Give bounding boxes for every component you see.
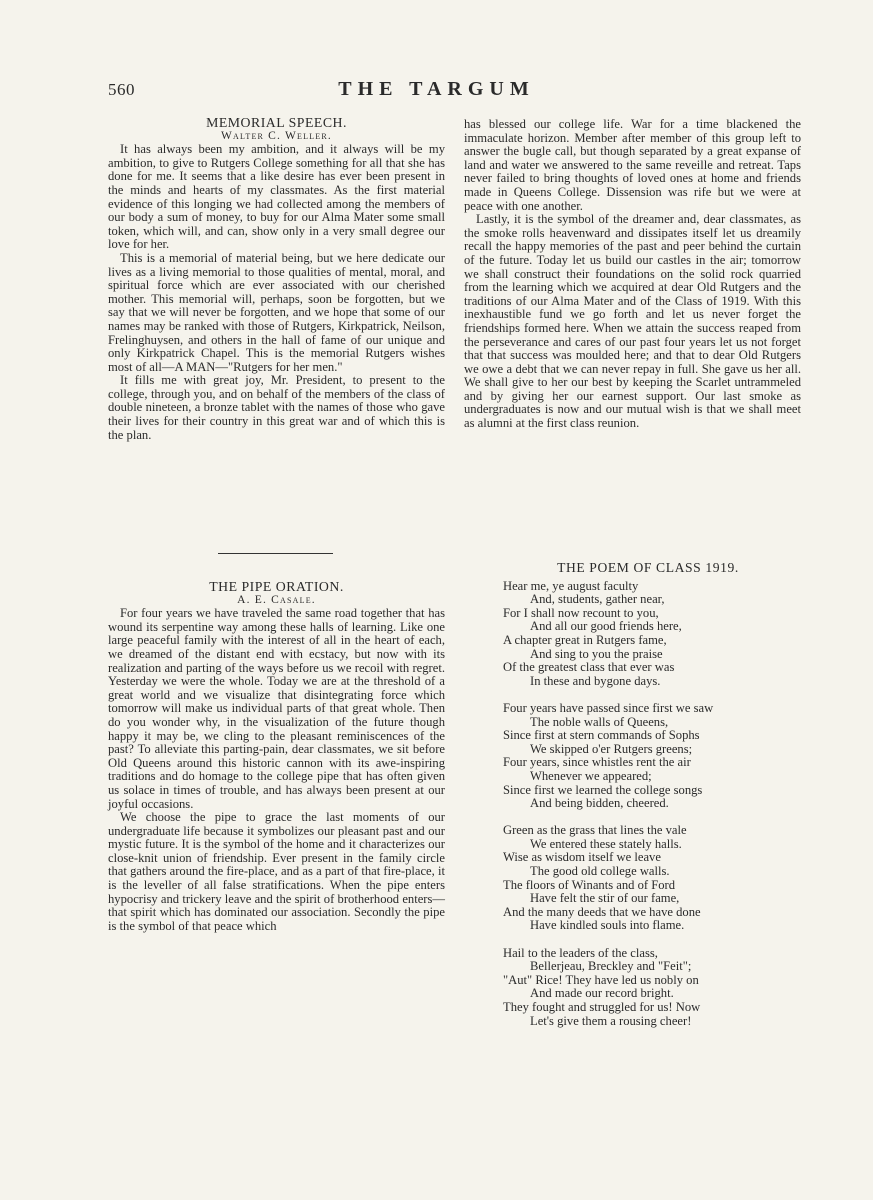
memorial-author-name: Walter C. Weller. xyxy=(221,129,332,142)
poem-line: Four years have passed since first we saw xyxy=(503,700,714,715)
poem-line: Of the greatest class that ever was xyxy=(503,660,675,675)
poem-line: And made our record bright. xyxy=(530,986,674,1001)
poem-line: Whenever we appeared; xyxy=(530,768,652,783)
pipe-author-name: A. E. Casale. xyxy=(237,593,316,606)
poem-line: And, students, gather near, xyxy=(530,592,665,607)
poem-line: The good old college walls. xyxy=(530,864,670,879)
poem-line: In these and bygone days. xyxy=(530,673,661,688)
pipe-paragraph-1: For four years we have traveled the same road together that has wound its serpentine way among these halls of learning. Like one large peaceful family with the interest of all in the heart of each, we dreamed of the distant end with ecstacy, but now with its realization and parting of the ways before us we recoil with regret. Yesterday we were the whole. Today we are at the threshold of a great world and we visualize that disintegrating force which tomorrow will make us individual parts of that great whole. Then do you wonder why, in the visualization of the future though happy it may be, we cling to the pleasant reminiscences of the past? To alleviate this parting-pain, dear classmates, we sit before Old Queens around this historic cannon with its awe-inspiring traditions and do homage to the college pipe that has often given us solace in times of trouble, and has always been present at our joyful occasions. xyxy=(108,606,445,811)
poem-line: And being bidden, cheered. xyxy=(530,796,669,811)
poem-line: "Aut" Rice! They have led us nobly on xyxy=(503,972,699,987)
poem-stanza xyxy=(503,947,801,1029)
poem-line: For I shall now recount to you, xyxy=(503,605,659,620)
poem-line: Bellerjeau, Breckley and "Feit"; xyxy=(530,959,692,974)
poem-stanza xyxy=(503,824,801,933)
pipe-continued-paragraph-1: has blessed our college life. War for a time blackened the immaculate horizon. Member after member of this group left to answer the bugle call, but though separated by a great expanse of land and water we answered to the same reveille and retreat. Taps never failed to bring thoughts of loved ones at home and friends made in Queens College. Dissension was rife but we were at peace with one another. xyxy=(464,117,801,213)
memorial-speech-section xyxy=(108,116,445,442)
poem-line: Let's give them a rousing cheer! xyxy=(530,1013,692,1028)
memorial-paragraph-2: This is a memorial of material being, but we here dedicate our lives as a living memorial to those qualities of mental, moral, and spiritual force which are ever associated with our cherished mother. This memorial will, perhaps, soon be forgotten, but we say that we will never be forgotten, and we hope that some of our names may be ranked with those of Rutgers, Kirkpatrick, Neilson, Frelinghuysen, and others in the hall of fame of our unique and only Kirkpatrick Chapel. This is the memorial Rutgers wishes most of all—A MAN—"Rutgers for her men." xyxy=(108,250,445,374)
poem-line: And sing to you the praise xyxy=(530,646,663,661)
memorial-paragraph-3: It fills me with great joy, Mr. President, to present to the college, through you, and on behalf of the members of the class of double nineteen, a bronze tablet with the names of those who gave their lives for their country in this great war and of which this is the plan. xyxy=(108,373,445,442)
poem-line: We skipped o'er Rutgers greens; xyxy=(530,741,693,756)
class-poem-body xyxy=(503,580,801,1029)
poem-line: Since first at stern commands of Sophs xyxy=(503,728,700,743)
class-poem-title: THE POEM OF CLASS 1919. xyxy=(557,560,739,575)
poem-line: Four years, since whistles rent the air xyxy=(503,755,691,770)
poem-line: The noble walls of Queens, xyxy=(530,714,669,729)
poem-line: Green as the grass that lines the vale xyxy=(503,823,687,838)
poem-line: They fought and struggled for us! Now xyxy=(503,1000,701,1014)
running-head: THE TARGUM xyxy=(338,78,535,100)
pipe-paragraph-2: We choose the pipe to grace the last moments of our undergraduate life because it symbolizes our pleasant past and our mystic future. It is the symbol of the home and it characterizes our close-knit union of friendship. Ever present in the family circle that gathers around the fire-place, and as a part of that fire-place, it is the leveller of all false stratifications. When the pipe enters hypocrisy and trickery leave and the spirit of brotherhood enters—that spirit which has dominated our association. Secondly the pipe is the symbol of that peace which xyxy=(108,810,445,933)
poem-line: Wise as wisdom itself we leave xyxy=(503,850,661,865)
memorial-speech-title: MEMORIAL SPEECH. xyxy=(206,115,347,130)
poem-line: Have kindled souls into flame. xyxy=(530,918,685,933)
page-number: 560 xyxy=(108,80,135,99)
pipe-continued-paragraph-2: Lastly, it is the symbol of the dreamer and, dear classmates, as the smoke rolls heavenward and dissipates itself let us dreamily recall the happy memories of the past and peer behind the curtain of the future. Today let us build our castles in the air; tomorrow we shall construct their foundations on the solid rock quarried from the learning which we acquired at dear Old Rutgers and the traditions of our Alma Mater and of the Class of 1919. With this inexhaustible fund we go forth and let us never forget the friendships formed here. When we attain the success reaped from the perseverance and cares of our past four years let us not forget that that success was moulded here; and that to dear Old Rutgers we owe a debt that we can never repay in full. She gave us her all. We shall give to her our best by keeping the Scarlet untrammeled and by giving her our earnest support. Our last smoke as undergraduates is now and our mutual wish is that we shall meet as alumni at the first class reunion. xyxy=(464,212,801,431)
poem-stanza xyxy=(503,580,801,689)
class-poem-section xyxy=(503,561,801,1042)
memorial-speech-author xyxy=(108,130,445,144)
pipe-oration-author xyxy=(108,594,445,608)
pipe-oration-title: THE PIPE ORATION. xyxy=(209,579,344,594)
memorial-paragraph-1: It has always been my ambition, and it always will be my ambition, to give to Rutgers College something for all that she has done for me. It seems that a like desire has ever been present in the minds and hearts of my classmates. As the first material evidence of this longing we had collected among the members of our body a sum of money, to buy for our Alma Mater some small token, which will, and can, show only in a very small degree our love for her. xyxy=(108,142,445,252)
poem-stanza xyxy=(503,702,801,811)
poem-line: We entered these stately halls. xyxy=(530,836,682,851)
pipe-oration-section xyxy=(108,580,445,933)
pipe-oration-continued-section xyxy=(464,118,801,431)
poem-line: Hail to the leaders of the class, xyxy=(503,945,658,960)
poem-line: And all our good friends here, xyxy=(530,619,682,634)
section-divider-rule xyxy=(218,553,333,554)
poem-line: And the many deeds that we have done xyxy=(503,904,701,919)
poem-line: The floors of Winants and of Ford xyxy=(503,877,676,892)
poem-line: Have felt the stir of our fame, xyxy=(530,891,680,906)
poem-line: Since first we learned the college songs xyxy=(503,782,703,797)
poem-line: A chapter great in Rutgers fame, xyxy=(503,632,667,647)
poem-line: Hear me, ye august faculty xyxy=(503,578,639,593)
